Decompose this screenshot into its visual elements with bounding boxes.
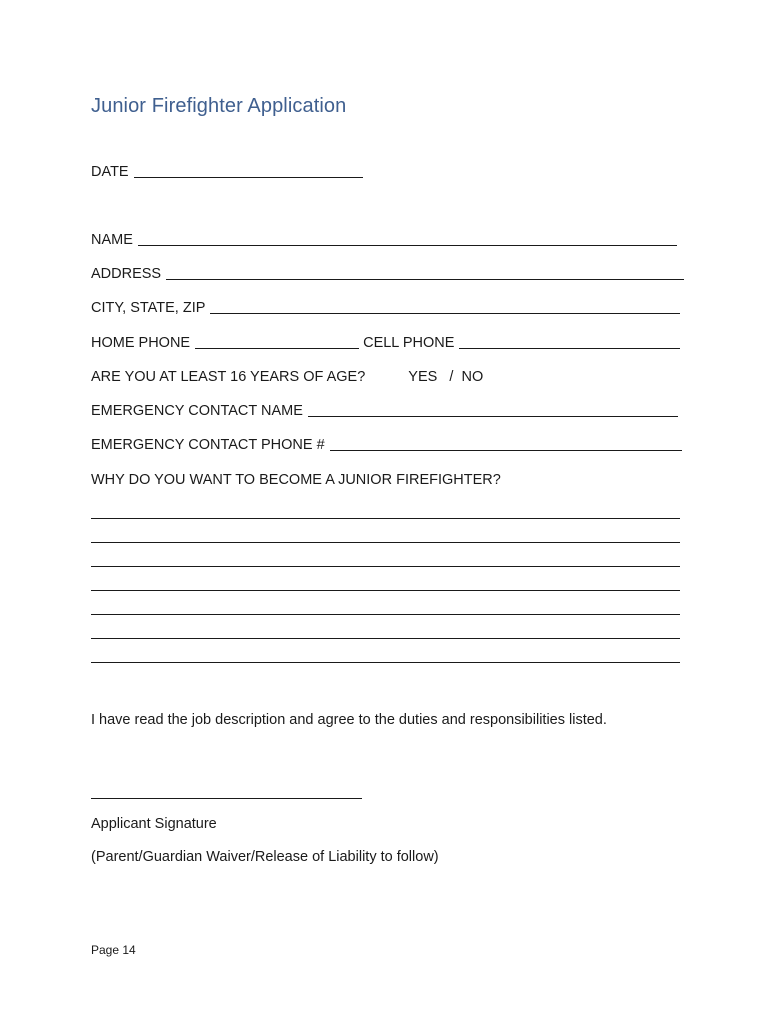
date-field[interactable] xyxy=(134,161,363,178)
cell-phone-label: CELL PHONE xyxy=(363,335,455,351)
age-question: ARE YOU AT LEAST 16 YEARS OF AGE? xyxy=(91,369,366,385)
emergency-phone-row xyxy=(91,432,682,454)
signature-line[interactable] xyxy=(91,798,362,799)
emergency-phone-field[interactable] xyxy=(330,434,682,451)
emergency-name-label: EMERGENCY CONTACT NAME xyxy=(91,403,303,419)
city-state-zip-row xyxy=(91,295,680,317)
home-phone-field[interactable] xyxy=(195,332,359,349)
age-row xyxy=(91,364,488,386)
answer-line[interactable] xyxy=(91,662,680,663)
age-options[interactable]: YES / NO xyxy=(408,369,484,385)
date-row xyxy=(91,159,363,181)
answer-line[interactable] xyxy=(91,614,680,615)
city-state-zip-label: CITY, STATE, ZIP xyxy=(91,300,206,316)
why-question: WHY DO YOU WANT TO BECOME A JUNIOR FIREFIGHTER? xyxy=(91,472,501,488)
waiver-note: (Parent/Guardian Waiver/Release of Liability to follow) xyxy=(91,849,439,865)
address-row xyxy=(91,261,684,283)
cell-phone-field[interactable] xyxy=(459,332,680,349)
city-state-zip-field[interactable] xyxy=(210,297,680,314)
answer-line[interactable] xyxy=(91,518,680,519)
why-row xyxy=(91,467,506,489)
page-title: Junior Firefighter Application xyxy=(91,95,347,117)
address-label: ADDRESS xyxy=(91,266,162,282)
address-field[interactable] xyxy=(166,263,684,280)
date-label: DATE xyxy=(91,164,129,180)
page-number: Page 14 xyxy=(91,943,136,957)
name-label: NAME xyxy=(91,232,133,248)
emergency-phone-label: EMERGENCY CONTACT PHONE # xyxy=(91,437,325,453)
name-row xyxy=(91,227,677,249)
name-field[interactable] xyxy=(138,229,677,246)
emergency-name-field[interactable] xyxy=(308,400,678,417)
phone-row xyxy=(91,330,680,352)
answer-line[interactable] xyxy=(91,638,680,639)
signature-label: Applicant Signature xyxy=(91,816,217,832)
answer-line[interactable] xyxy=(91,542,680,543)
emergency-name-row xyxy=(91,398,678,420)
agreement-statement: I have read the job description and agree to the duties and responsibilities listed. xyxy=(91,712,607,728)
answer-line[interactable] xyxy=(91,566,680,567)
home-phone-label: HOME PHONE xyxy=(91,335,191,351)
answer-line[interactable] xyxy=(91,590,680,591)
